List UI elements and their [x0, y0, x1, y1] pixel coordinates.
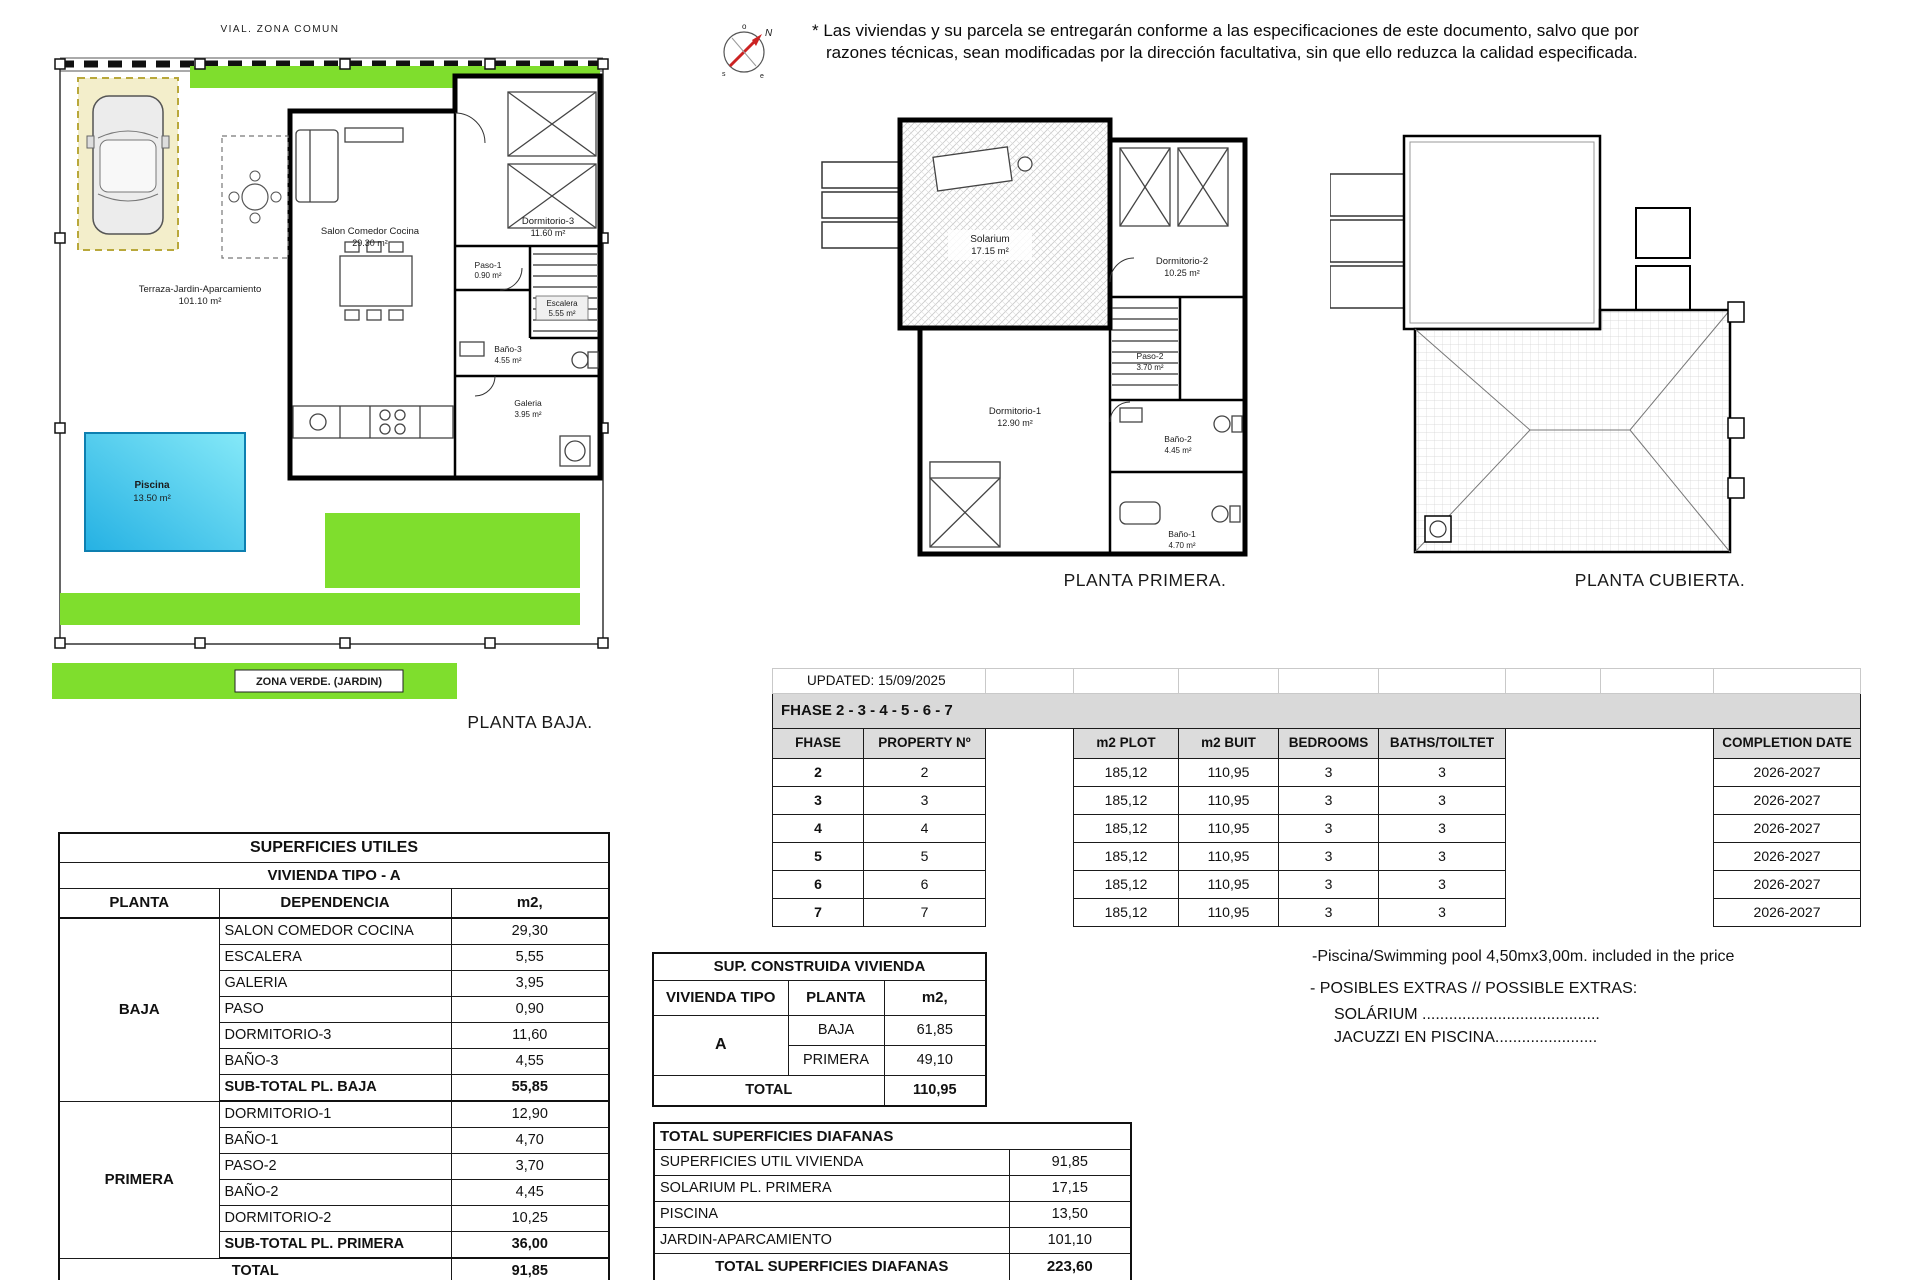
cell-built: 110,95 [1179, 759, 1279, 787]
m2-cell: 17,15 [1009, 1176, 1131, 1202]
superficies-utiles-table [58, 832, 610, 1280]
m2-cell: 11,60 [451, 1023, 609, 1049]
compass-top-letter: o [742, 22, 747, 31]
planta-cubierta-title: PLANTA CUBIERTA. [1574, 570, 1746, 590]
m2-cell: 0,90 [451, 997, 609, 1023]
m2-cell: 61,85 [884, 1016, 986, 1046]
total-label: TOTAL SUPERFICIES DIAFANAS [654, 1254, 1009, 1280]
planta-group-label: BAJA [59, 918, 219, 1101]
cell-plot: 185,12 [1074, 843, 1179, 871]
phase-header-row [773, 729, 1861, 759]
planta-primera-plan [820, 112, 1260, 562]
extra-jacuzzi: JACUZZI EN PISCINA....................... [1334, 1029, 1598, 1046]
spacer-cell [1506, 759, 1714, 787]
cell-completion: 2026-2027 [1714, 815, 1861, 843]
table-title: SUPERFICIES UTILES [59, 833, 609, 863]
col-header: PLANTA [59, 889, 219, 919]
col-header: COMPLETION DATE [1714, 729, 1861, 759]
table-subtitle-row [59, 863, 609, 889]
cell-bedrooms: 3 [1279, 759, 1379, 787]
roof-box-2 [1636, 266, 1690, 310]
table-title-row [654, 1123, 1131, 1150]
terrace-area: 101.10 m² [178, 296, 222, 307]
m2-cell: 5,55 [451, 945, 609, 971]
spacer-cell [1506, 729, 1714, 759]
concept-cell: PISCINA [654, 1202, 1009, 1228]
spacer-cell [1506, 899, 1714, 927]
col-header: m2, [884, 981, 986, 1016]
green-block [325, 513, 580, 588]
total-value: 91,85 [451, 1258, 609, 1280]
subtotal-value: 55,85 [451, 1075, 609, 1102]
dependencia-cell: GALERIA [219, 971, 451, 997]
compass-se-letter: e [760, 73, 764, 80]
cell-property: 7 [864, 899, 986, 927]
dependencia-cell: ESCALERA [219, 945, 451, 971]
room-label: Dormitorio-1 [988, 406, 1042, 417]
cell-property: 6 [864, 871, 986, 899]
m2-cell: 13,50 [1009, 1202, 1131, 1228]
cell-plot: 185,12 [1074, 759, 1179, 787]
diafanas-table [653, 1122, 1132, 1280]
cell-completion: 2026-2027 [1714, 871, 1861, 899]
disclaimer [812, 20, 1897, 64]
dependencia-cell: PASO [219, 997, 451, 1023]
room-area: 0.90 m² [474, 271, 502, 280]
planta-cubierta-plan [1330, 120, 1760, 560]
phase-title-row [773, 694, 1861, 729]
m2-cell: 3,70 [451, 1154, 609, 1180]
table-row [773, 899, 1861, 927]
planta-cell: PRIMERA [788, 1046, 884, 1076]
table-row [654, 1202, 1131, 1228]
room-label: Salon Comedor Cocina [320, 226, 420, 237]
table-row [654, 1150, 1131, 1176]
cell-property: 3 [864, 787, 986, 815]
room-area: 29.30 m² [352, 238, 388, 248]
pool [85, 433, 245, 551]
terrace-label: Terraza-Jardin-Aparcamiento [138, 284, 262, 295]
col-header: BEDROOMS [1279, 729, 1379, 759]
pergola [222, 136, 288, 258]
header-row [59, 889, 609, 919]
total-row [653, 1076, 986, 1107]
spacer-cell [986, 787, 1074, 815]
cell-built: 110,95 [1179, 871, 1279, 899]
cell-baths: 3 [1379, 871, 1506, 899]
spacer-cell [1506, 787, 1714, 815]
cell-fhase: 5 [773, 843, 864, 871]
phase-table [772, 668, 1861, 927]
cell-fhase: 7 [773, 899, 864, 927]
cell-baths: 3 [1379, 815, 1506, 843]
planta-cell: BAJA [788, 1016, 884, 1046]
table-row [773, 871, 1861, 899]
m2-cell: 10,25 [451, 1206, 609, 1232]
spacer-cell [986, 759, 1074, 787]
total-label: TOTAL [653, 1076, 884, 1107]
cell-completion: 2026-2027 [1714, 759, 1861, 787]
cell-property: 5 [864, 843, 986, 871]
spacer-cell [1506, 843, 1714, 871]
roof-outline [1415, 310, 1730, 552]
m2-cell: 91,85 [1009, 1150, 1131, 1176]
room-label: Paso-2 [1136, 351, 1164, 361]
cell-bedrooms: 3 [1279, 899, 1379, 927]
planta-baja-plan [40, 8, 620, 708]
m2-cell: 49,10 [884, 1046, 986, 1076]
cell-baths: 3 [1379, 787, 1506, 815]
col-header: m2 PLOT [1074, 729, 1179, 759]
cell-plot: 185,12 [1074, 815, 1179, 843]
spacer-cell [986, 815, 1074, 843]
upper-terrace [1404, 136, 1600, 329]
spacer-cell [986, 843, 1074, 871]
room-area: 11.60 m² [530, 228, 566, 238]
cell-completion: 2026-2027 [1714, 787, 1861, 815]
room-area: 3.95 m² [514, 410, 542, 419]
total-value: 223,60 [1009, 1254, 1131, 1280]
table-row [773, 843, 1861, 871]
pool-label: Piscina [134, 480, 170, 491]
col-header: VIVIENDA TIPO [653, 981, 788, 1016]
cell-fhase: 6 [773, 871, 864, 899]
room-label: Baño-2 [1164, 434, 1192, 444]
m2-cell: 4,45 [451, 1180, 609, 1206]
room-label: Dormitorio-2 [1155, 256, 1209, 267]
cell-bedrooms: 3 [1279, 787, 1379, 815]
table-title: TOTAL SUPERFICIES DIAFANAS [654, 1123, 1131, 1150]
table-row [654, 1176, 1131, 1202]
pergola-slats [1330, 174, 1404, 308]
disclaimer-line1: * Las viviendas y su parcela se entregarán conforme a las especificaciones de este documento, salvo que por [812, 21, 1639, 40]
cell-bedrooms: 3 [1279, 871, 1379, 899]
room-area: 3.70 m² [1136, 363, 1164, 372]
room-area: 4.70 m² [1168, 541, 1196, 550]
dependencia-cell: BAÑO-3 [219, 1049, 451, 1075]
m2-cell: 101,10 [1009, 1228, 1131, 1254]
planta-primera-title: PLANTA PRIMERA. [1063, 570, 1227, 590]
table-row [654, 1228, 1131, 1254]
cell-baths: 3 [1379, 899, 1506, 927]
sup-construida-table [652, 952, 987, 1107]
subtotal-value: 36,00 [451, 1232, 609, 1259]
compass-north-letter: N [765, 28, 773, 39]
planta-group-label: PRIMERA [59, 1101, 219, 1258]
spacer-cell [1506, 815, 1714, 843]
room-area: 4.55 m² [494, 356, 522, 365]
green-strip-bottom [60, 593, 580, 625]
cell-built: 110,95 [1179, 815, 1279, 843]
dependencia-cell: PASO-2 [219, 1154, 451, 1180]
table-title-row [653, 953, 986, 981]
total-row [59, 1258, 609, 1280]
table-row [773, 787, 1861, 815]
cell-fhase: 3 [773, 787, 864, 815]
table-row [59, 918, 609, 945]
room-label: Baño-3 [494, 344, 522, 354]
table-title: SUP. CONSTRUIDA VIVIENDA [653, 953, 986, 981]
roof-box-1 [1636, 208, 1690, 258]
spacer-cell [1506, 871, 1714, 899]
col-header: PLANTA [788, 981, 884, 1016]
concept-cell: SUPERFICIES UTIL VIVIENDA [654, 1150, 1009, 1176]
table-row [653, 1016, 986, 1046]
room-label: Galeria [514, 398, 542, 408]
vivienda-tipo-cell: A [653, 1016, 788, 1076]
total-row [654, 1254, 1131, 1280]
col-header: m2 BUIT [1179, 729, 1279, 759]
dependencia-cell: DORMITORIO-2 [219, 1206, 451, 1232]
m2-cell: 4,70 [451, 1128, 609, 1154]
table-subtitle: VIVIENDA TIPO - A [59, 863, 609, 889]
dependencia-cell: BAÑO-1 [219, 1128, 451, 1154]
cell-property: 2 [864, 759, 986, 787]
cell-built: 110,95 [1179, 899, 1279, 927]
m2-cell: 3,95 [451, 971, 609, 997]
m2-cell: 29,30 [451, 918, 609, 945]
room-label: Baño-1 [1168, 529, 1196, 539]
cell-plot: 185,12 [1074, 787, 1179, 815]
header-row [653, 981, 986, 1016]
room-area: 5.55 m² [548, 309, 576, 318]
col-header: m2, [451, 889, 609, 919]
cell-built: 110,95 [1179, 843, 1279, 871]
col-header: PROPERTY Nº [864, 729, 986, 759]
room-area: 12.90 m² [997, 418, 1033, 428]
spacer-cell [986, 899, 1074, 927]
cell-baths: 3 [1379, 759, 1506, 787]
cell-fhase: 2 [773, 759, 864, 787]
table-title-row [59, 833, 609, 863]
cell-baths: 3 [1379, 843, 1506, 871]
cell-plot: 185,12 [1074, 871, 1179, 899]
subtotal-label: SUB-TOTAL PL. BAJA [219, 1075, 451, 1102]
cell-bedrooms: 3 [1279, 815, 1379, 843]
room-label: Dormitorio-3 [521, 216, 575, 227]
extra-solarium: SOLÁRIUM ........................................ [1334, 1006, 1600, 1023]
updated-row [773, 669, 1861, 694]
phase-title: FHASE 2 - 3 - 4 - 5 - 6 - 7 [773, 694, 1861, 729]
total-label: TOTAL [59, 1258, 451, 1280]
concept-cell: JARDIN-APARCAMIENTO [654, 1228, 1009, 1254]
table-row [59, 1101, 609, 1128]
disclaimer-line2: razones técnicas, sean modificadas por la dirección facultativa, sin que ello reduzca la calidad especificada. [826, 43, 1638, 62]
street-label: VIAL. ZONA COMUN [220, 24, 340, 35]
cell-fhase: 4 [773, 815, 864, 843]
car-icon [87, 96, 169, 234]
m2-cell: 12,90 [451, 1101, 609, 1128]
pergola-slats [822, 162, 900, 248]
dependencia-cell: DORMITORIO-1 [219, 1101, 451, 1128]
room-label: Paso-1 [474, 260, 502, 270]
col-header: DEPENDENCIA [219, 889, 451, 919]
table-row [773, 815, 1861, 843]
room-label: Escalera [546, 299, 578, 308]
compass-icon [716, 20, 774, 82]
extras-title: - POSIBLES EXTRAS // POSSIBLE EXTRAS: [1310, 980, 1638, 997]
room-area: 10.25 m² [1164, 268, 1200, 278]
cell-plot: 185,12 [1074, 899, 1179, 927]
spacer-cell [986, 871, 1074, 899]
pool-area: 13.50 m² [133, 493, 171, 504]
updated-label: UPDATED: 15/09/2025 [773, 669, 986, 694]
subtotal-label: SUB-TOTAL PL. PRIMERA [219, 1232, 451, 1259]
col-header: BATHS/TOILTET [1379, 729, 1506, 759]
cell-bedrooms: 3 [1279, 843, 1379, 871]
cell-property: 4 [864, 815, 986, 843]
planta-baja-title: PLANTA BAJA. [467, 712, 593, 732]
col-header: FHASE [773, 729, 864, 759]
m2-cell: 4,55 [451, 1049, 609, 1075]
room-area: 17.15 m² [971, 246, 1009, 257]
dependencia-cell: BAÑO-2 [219, 1180, 451, 1206]
room-label: Solarium [970, 234, 1010, 245]
compass-sw-letter: s [722, 71, 726, 78]
table-row [773, 759, 1861, 787]
pool-note: -Piscina/Swimming pool 4,50mx3,00m. included in the price [1312, 948, 1735, 965]
concept-cell: SOLARIUM PL. PRIMERA [654, 1176, 1009, 1202]
drain-box [1425, 516, 1451, 542]
cell-completion: 2026-2027 [1714, 843, 1861, 871]
total-value: 110,95 [884, 1076, 986, 1107]
dependencia-cell: DORMITORIO-3 [219, 1023, 451, 1049]
dependencia-cell: SALON COMEDOR COCINA [219, 918, 451, 945]
green-label: ZONA VERDE. (JARDIN) [255, 676, 383, 688]
spacer-cell [986, 729, 1074, 759]
room-area: 4.45 m² [1164, 446, 1192, 455]
cell-completion: 2026-2027 [1714, 899, 1861, 927]
cell-built: 110,95 [1179, 787, 1279, 815]
